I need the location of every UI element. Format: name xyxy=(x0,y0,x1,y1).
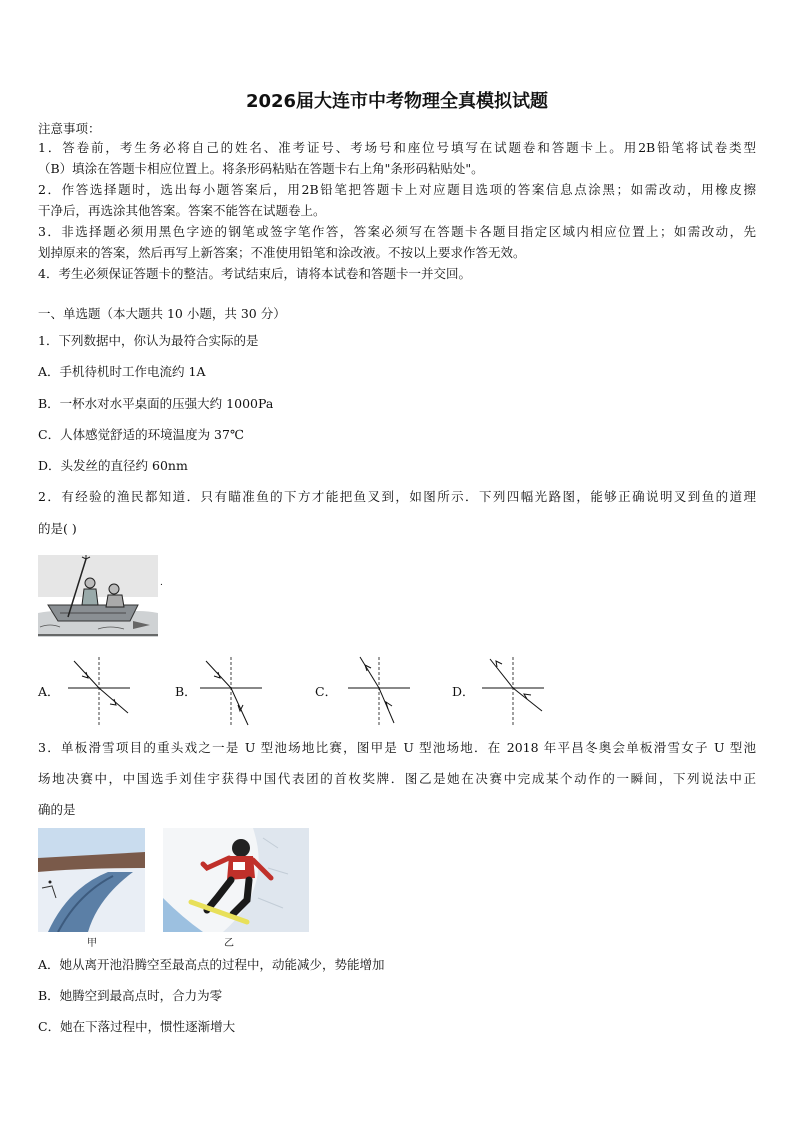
notice-line: 3．非选择题必须用黑色字迹的钢笔或签字笔作答，答案必须写在答题卡各题目指定区域内相应位置上；如需改动，先 xyxy=(38,224,756,239)
ray-diagram-b xyxy=(198,655,264,727)
question-2-option-a-label: A． xyxy=(38,684,60,699)
snowboarder-photo xyxy=(163,828,309,932)
caption-jia: 甲 xyxy=(87,938,97,949)
question-2-option-d-label: D． xyxy=(452,684,475,699)
question-3-option-c: C．她在下落过程中，惯性逐渐增大 xyxy=(38,1019,236,1034)
fisherman-boat-illustration xyxy=(38,555,158,637)
question-1-option-c: C．人体感觉舒适的环境温度为 37℃ xyxy=(38,427,244,442)
question-3-stem: 场地决赛中，中国选手刘佳宇获得中国代表团的首枚奖牌．图乙是她在决赛中完成某个动作的一瞬间，下列说法中正 xyxy=(38,771,756,786)
question-1-stem: 1．下列数据中，你认为最符合实际的是 xyxy=(38,333,259,348)
question-1-option-a: A．手机待机时工作电流约 1A xyxy=(38,364,206,379)
question-2-stem: 2．有经验的渔民都知道．只有瞄准鱼的下方才能把鱼叉到，如图所示．下列四幅光路图，能够正确说明叉到鱼的道理 xyxy=(38,489,756,504)
ray-diagram-d xyxy=(480,655,546,727)
question-2-option-c-label: C． xyxy=(315,684,338,699)
notice-line: 2．作答选择题时，选出每小题答案后，用2B铅笔把答题卡上对应题目选项的答案信息点涂黑；如需改动，用橡皮擦 xyxy=(38,182,757,197)
question-3-stem: 确的是 xyxy=(38,802,76,817)
ray-diagram-a xyxy=(66,655,132,727)
caption-yi: 乙 xyxy=(224,938,234,949)
notice-line: 划掉原来的答案，然后再写上新答案；不准使用铅笔和涂改液。不按以上要求作答无效。 xyxy=(38,245,526,260)
question-2-option-b-label: B． xyxy=(175,684,197,699)
notice-line: 4．考生必须保证答题卡的整洁。考试结束后，请将本试卷和答题卡一并交回。 xyxy=(38,266,471,281)
question-3-option-b: B．她腾空到最高点时，合力为零 xyxy=(38,988,223,1003)
decorative-dot: . xyxy=(160,578,163,588)
notice-line: 干净后，再选涂其他答案。答案不能答在试题卷上。 xyxy=(38,203,326,218)
halfpipe-photo xyxy=(38,828,145,932)
notice-line: 1．答卷前，考生务必将自己的姓名、准考证号、考场号和座位号填写在试题卷和答题卡上。用2B铅笔将试卷类型 xyxy=(38,140,756,155)
question-3-option-a: A．她从离开池沿腾空至最高点的过程中，动能减少，势能增加 xyxy=(38,957,385,972)
question-3-stem: 3．单板滑雪项目的重头戏之一是 U 型池场地比赛，图甲是 U 型池场地．在 2018 年平昌冬奥会单板滑雪女子 U 型池 xyxy=(38,740,756,755)
question-1-option-d: D．头发丝的直径约 60nm xyxy=(38,458,188,473)
question-1-option-b: B．一杯水对水平桌面的压强大约 1000Pa xyxy=(38,396,274,411)
ray-diagram-c xyxy=(346,655,412,727)
section-heading: 一、单选题（本大题共 10 小题，共 30 分） xyxy=(38,306,286,321)
question-2-stem: 的是( ) xyxy=(38,521,77,536)
notice-line: （B）填涂在答题卡相应位置上。将条形码粘贴在答题卡右上角"条形码粘贴处"。 xyxy=(38,161,484,176)
notice-heading: 注意事项： xyxy=(38,121,101,136)
page-title: 2026届大连市中考物理全真模拟试题 xyxy=(245,91,549,112)
